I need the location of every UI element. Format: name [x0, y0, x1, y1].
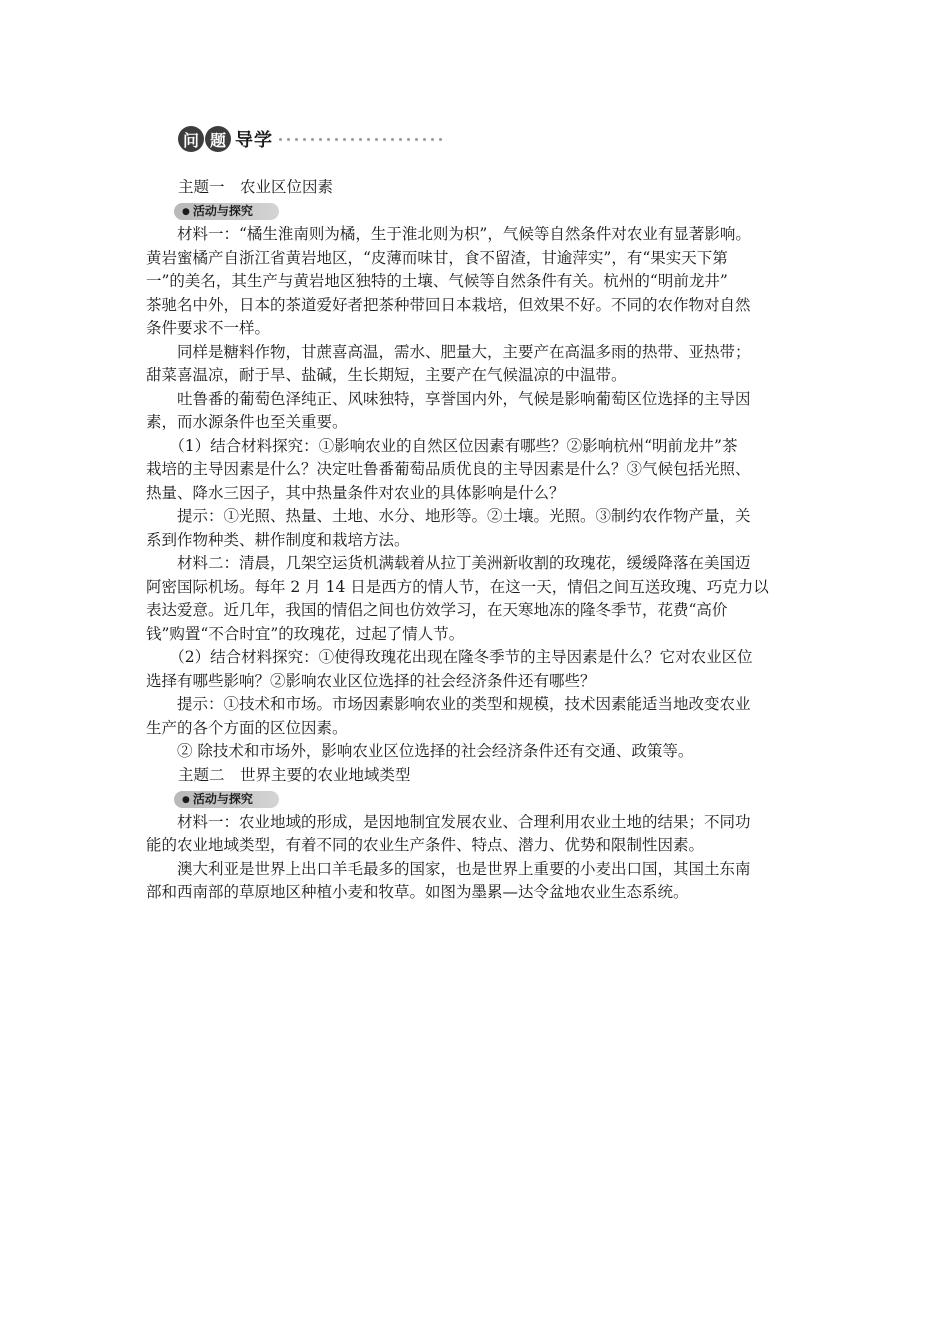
document-body	[146, 176, 806, 905]
text-line: 热量、降水三因子，其中热量条件对农业的具体影响是什么？	[146, 483, 565, 502]
text-line: 选择有哪些影响？②影响农业区位选择的社会经济条件还有哪些？	[146, 671, 596, 690]
text-line: （1）结合材料探究：①影响农业的自然区位因素有哪些？②影响杭州“明前龙井”茶	[146, 436, 738, 455]
text-line: 栽培的主导因素是什么？决定吐鲁番葡萄品质优良的主导因素是什么？③气候包括光照、	[146, 460, 751, 478]
text-line: 材料一：“橘生淮南则为橘，生于淮北则为枳”，气候等自然条件对农业有显著影响。	[146, 225, 751, 243]
activity-explore-badge: ● 活动与探究	[174, 203, 279, 220]
text-line: 一”的美名，其生产与黄岩地区独特的土壤、气候等自然条件有关。杭州的“明前龙井”	[146, 272, 728, 290]
text-line: 素，而水源条件也至关重要。	[146, 413, 348, 431]
text-line: 澳大利亚是世界上出口羊毛最多的国家，也是世界上重要的小麦出口国，其国土东南	[146, 859, 751, 878]
text-line: 钱”购置“不合时宜”的玫瑰花，过起了情人节。	[146, 624, 465, 643]
activity-label-row	[146, 787, 806, 811]
text-line: 提示：①技术和市场。市场因素影响农业的类型和规模，技术因素能适当地改变农业	[146, 695, 751, 713]
topic-heading: 主题二 世界主要的农业地域类型	[178, 765, 411, 784]
text-line: 同样是糖料作物，甘蔗喜高温，需水、肥量大，主要产在高温多雨的热带、亚热带；	[146, 342, 751, 361]
header-char-badge: 题	[205, 126, 231, 152]
text-line: 部和西南部的草原地区种植小麦和牧草。如图为墨累—达令盆地农业生态系统。	[146, 883, 689, 901]
text-line: 茶驰名中外，日本的茶道爱好者把茶种带回日本栽培，但效果不好。不同的农作物对自然	[146, 295, 751, 314]
text-line: （2）结合材料探究：①使得玫瑰花出现在隆冬季节的主导因素是什么？它对农业区位	[146, 648, 753, 666]
activity-label-row	[146, 200, 806, 224]
activity-explore-badge: ● 活动与探究	[174, 791, 279, 808]
text-line: ② 除技术和市场外，影响农业区位选择的社会经济条件还有交通、政策等。	[146, 742, 694, 760]
text-line: 提示：①光照、热量、土地、水分、地形等。②土壤。光照。③制约农作物产量，关	[146, 507, 751, 525]
text-line: 吐鲁番的葡萄色泽纯正、风味独特，享誉国内外，气候是影响葡萄区位选择的主导因	[146, 389, 751, 408]
text-line: 表达爱意。近几年，我国的情侣之间也仿效学习，在天寒地冻的隆冬季节，花费“高价	[146, 601, 728, 619]
text-line: 生产的各个方面的区位因素。	[146, 718, 348, 737]
text-line: 系到作物种类、耕作制度和栽培方法。	[146, 530, 410, 549]
text-line: 阿密国际机场。每年 2 月 14 日是西方的情人节，在这一天，情侣之间互送玫瑰、巧克力以	[146, 577, 769, 596]
text-line: 材料一：农业地域的形成，是因地制宜发展农业、合理利用农业土地的结果；不同功	[146, 812, 751, 831]
text-line: 甜菜喜温凉，耐于旱、盐碱，生长期短，主要产在气候温凉的中温带。	[146, 366, 627, 384]
section-header-wenti-daoxue	[178, 124, 442, 154]
header-title-rest: 导学	[235, 130, 273, 151]
text-line: 条件要求不一样。	[146, 319, 271, 337]
text-line: 能的农业地域类型，有着不同的农业生产条件、特点、潜力、优势和限制性因素。	[146, 836, 705, 854]
text-line: 材料二：清晨，几架空运货机满载着从拉丁美洲新收割的玫瑰花，缓缓降落在美国迈	[146, 554, 751, 572]
header-char-badge: 问	[178, 126, 204, 152]
topic-heading: 主题一 农业区位因素	[178, 178, 334, 196]
header-dotted-rule	[279, 138, 442, 141]
text-line: 黄岩蜜橘产自浙江省黄岩地区，“皮薄而味甘，食不留渣，甘逾萍实”，有“果实天下第	[146, 248, 728, 267]
